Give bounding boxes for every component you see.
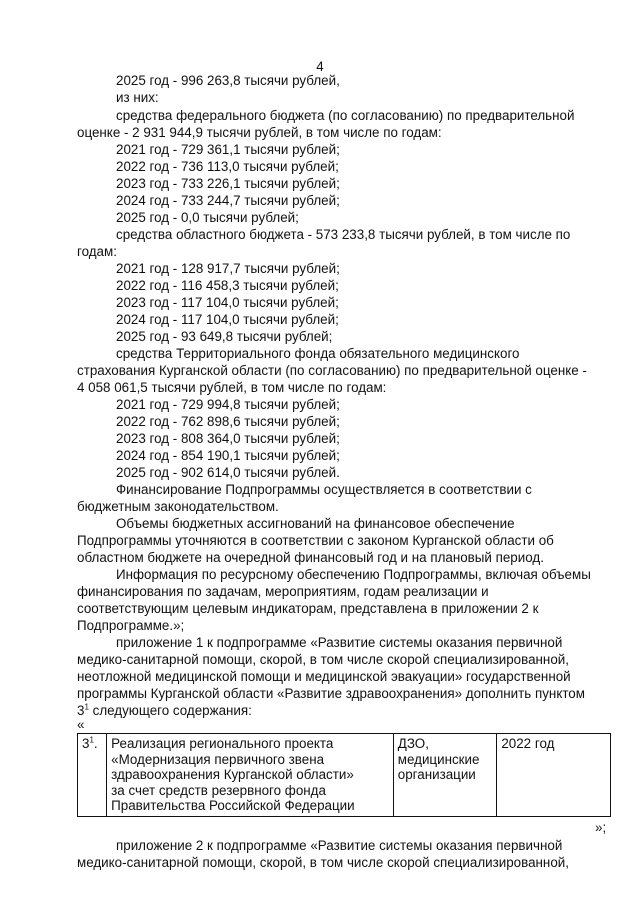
- text-line: 2022 год - 762 898,6 тысячи рублей;: [116, 414, 340, 429]
- text-line: 2022 год - 736 113,0 тысячи рублей;: [116, 159, 339, 174]
- text-line: Подпрограмме.»;: [77, 618, 185, 633]
- text-line: средства Территориального фонда обязательного медицинского: [116, 346, 520, 361]
- text-line: финансирования по задачам, мероприятиям, годам реализации и: [77, 584, 489, 599]
- open-quote: «: [77, 717, 85, 732]
- desc-line: «Модернизация первичного звена: [111, 751, 325, 767]
- text-line: приложение 2 к подпрограмме «Развитие системы оказания первичной: [116, 838, 563, 853]
- text-line: областном бюджете на очередной финансовый год и на плановый период.: [77, 550, 544, 565]
- text-line: программы Курганской области «Развитие здравоохранения» дополнить пунктом: [77, 686, 585, 701]
- text-line: медико-санитарной помощи, скорой, в том числе скорой специализированной,: [77, 652, 569, 667]
- text-line: медико-санитарной помощи, скорой, в том числе скорой специализированной,: [77, 855, 569, 870]
- item-suffix: следующего содержания:: [88, 703, 252, 718]
- item-line: [77, 703, 252, 719]
- inserted-table: [77, 733, 611, 817]
- page-number: 4: [316, 59, 324, 74]
- text-line: 4 058 061,5 тысячи рублей, в том числе по годам:: [77, 380, 387, 395]
- text-line: 2023 год - 117 104,0 тысячи рублей;: [116, 295, 339, 310]
- text-line: 2021 год - 729 361,1 тысячи рублей;: [116, 142, 340, 157]
- text-line: 2025 год - 996 263,8 тысячи рублей,: [116, 73, 340, 88]
- text-line: 2024 год - 117 104,0 тысячи рублей;: [116, 312, 339, 327]
- text-line: соответствующим целевым индикаторам, представлена в приложении 2 к: [77, 601, 539, 616]
- cell-year: 2022 год: [497, 734, 611, 817]
- desc-line: за счет средств резервного фонда: [111, 782, 326, 798]
- text-line: 2025 год - 902 614,0 тысячи рублей.: [116, 465, 340, 480]
- item-sup: 1: [84, 702, 89, 712]
- text-line: 2023 год - 733 226,1 тысячи рублей;: [116, 176, 340, 191]
- text-line: из них:: [116, 90, 159, 105]
- cell-description: [107, 734, 394, 817]
- text-line: 2021 год - 729 994,8 тысячи рублей;: [116, 397, 340, 412]
- text-line: Финансирование Подпрограммы осуществляется в соответствии с: [116, 482, 532, 497]
- cell-executor: ДЗО, медицинские организации: [393, 734, 497, 817]
- table-row: [78, 734, 611, 817]
- text-line: страхования Курганской области (по согласованию) по предварительной оценке -: [77, 363, 587, 378]
- text-line: годам:: [77, 244, 117, 259]
- text-line: 2021 год - 128 917,7 тысячи рублей;: [116, 261, 340, 276]
- text-line: 2023 год - 808 364,0 тысячи рублей;: [116, 431, 340, 446]
- desc-line: Правительства Российской Федерации: [111, 798, 355, 814]
- desc-line: Реализация регионального проекта: [111, 736, 334, 751]
- text-line: 2024 год - 854 190,1 тысячи рублей;: [116, 448, 340, 463]
- text-line: бюджетным законодательством.: [77, 499, 279, 514]
- item-prefix: 3: [77, 703, 85, 718]
- text-line: Информация по ресурсному обеспечению Подпрограммы, включая объемы: [116, 567, 591, 582]
- desc-line: здравоохранения Курганской области»: [111, 767, 354, 783]
- cell-number: $3^1$.: [78, 734, 107, 817]
- close-quote: »;: [595, 820, 607, 835]
- text-line: неотложной медицинской помощи и медицинской эвакуации» государственной: [77, 669, 571, 684]
- text-line: оценке - 2 931 944,9 тысячи рублей, в том числе по годам:: [77, 125, 442, 140]
- text-line: 2024 год - 733 244,7 тысячи рублей;: [116, 193, 340, 208]
- text-line: 2025 год - 0,0 тысячи рублей;: [116, 210, 299, 225]
- text-line: 2022 год - 116 458,3 тысячи рублей;: [116, 278, 339, 293]
- text-line: приложение 1 к подпрограмме «Развитие системы оказания первичной: [116, 635, 563, 650]
- text-line: 2025 год - 93 649,8 тысячи рублей;: [116, 329, 333, 344]
- text-line: Объемы бюджетных ассигнований на финансовое обеспечение: [116, 516, 515, 531]
- text-line: Подпрограммы уточняются в соответствии с законом Курганской области об: [77, 533, 554, 548]
- text-line: средства областного бюджета - 573 233,8 тысячи рублей, в том числе по: [116, 227, 571, 242]
- text-line: средства федерального бюджета (по согласованию) по предварительной: [116, 108, 575, 123]
